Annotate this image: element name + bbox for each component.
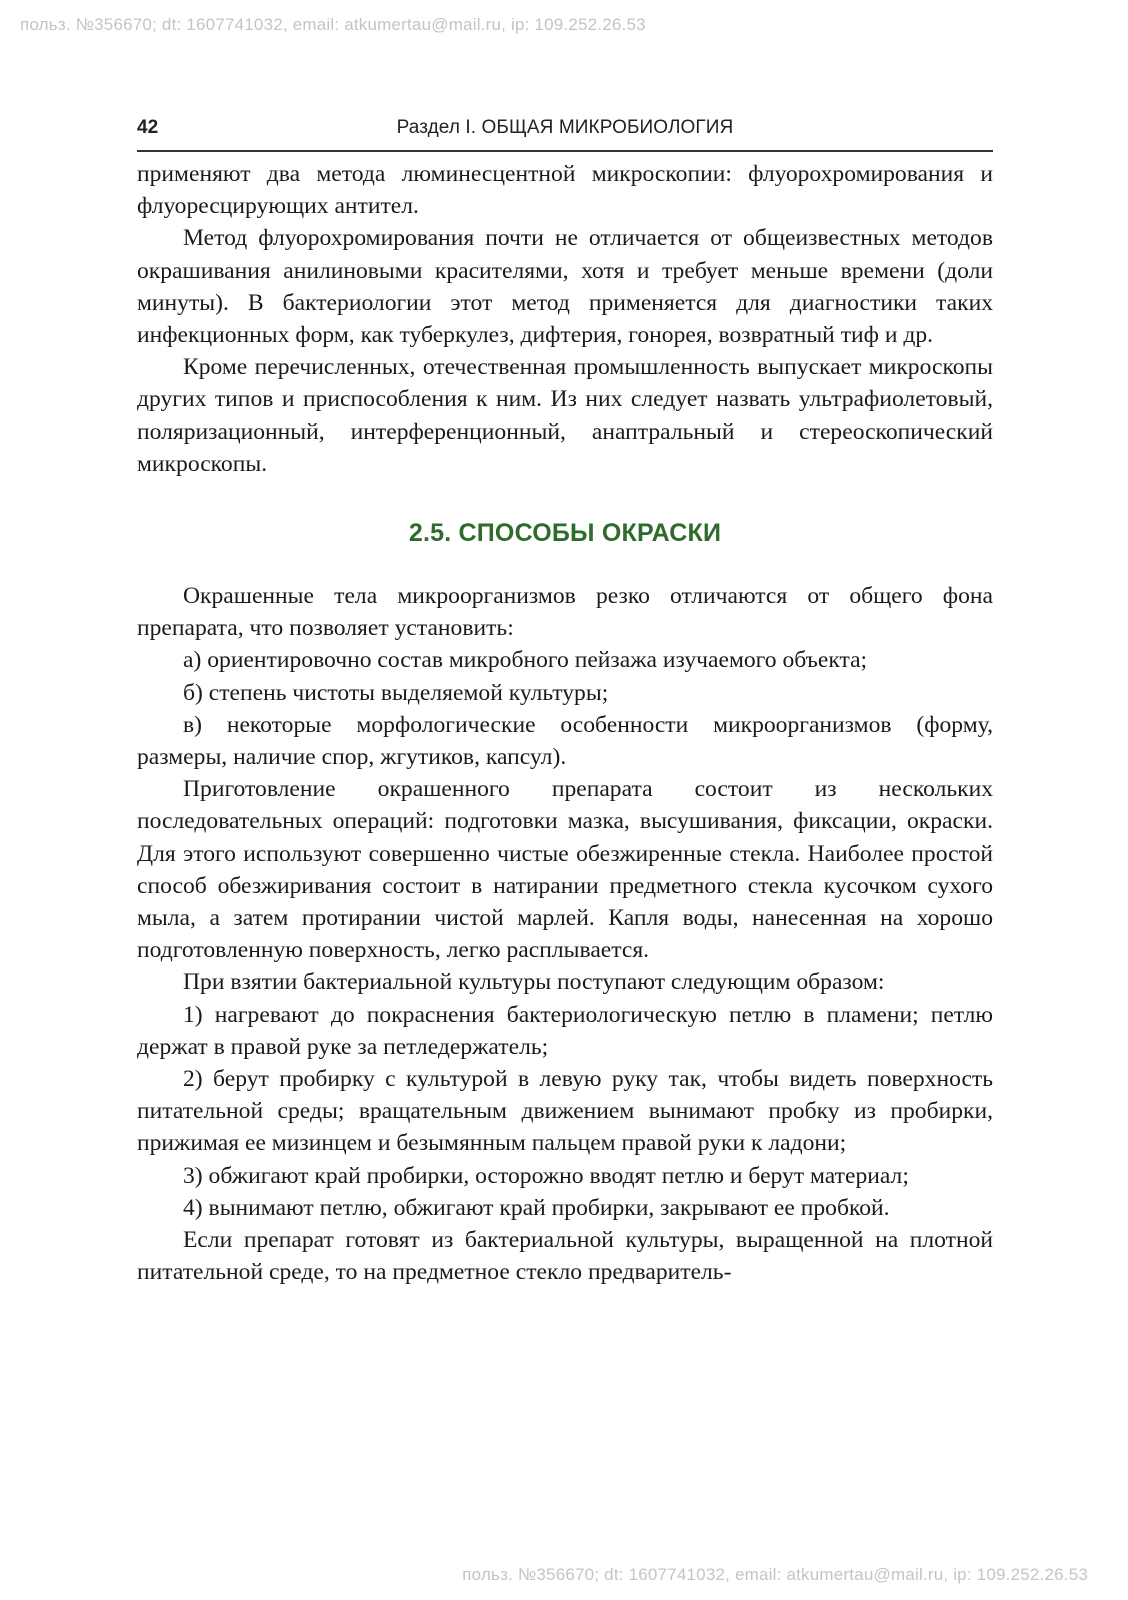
list-item: в) некоторые морфологические особенности микроорганизмов (форму, размеры, наличие спор, жгутиков, капсул). <box>137 711 993 771</box>
paragraph: Метод флуорохромирования почти не отличается от общеизвестных методов окрашивания анилиновыми красителями, хотя и требует меньше времени (доли минуты). В бактериологии этот метод применяется для диагностики таких инфекционных форм, как туберкулез, дифтерия, гонорея, возвратный тиф и др. <box>137 225 993 349</box>
paragraph: применяют два метода люминесцентной микроскопии: флуорохромирования и флуоресцирующих антител. <box>137 161 993 220</box>
watermark-top: польз. №356670; dt: 1607741032, email: atkumertau@mail.ru, ip: 109.252.26.53 <box>20 15 646 34</box>
page-number: 42 <box>137 117 159 138</box>
paragraph: Если препарат готовят из бактериальной культуры, выращенной на плотной питательной среде, то на предметное стекло предваритель- <box>137 1227 993 1286</box>
paragraph: При взятии бактериальной культуры поступают следующим образом: <box>183 969 885 996</box>
list-item: 4) вынимают петлю, обжигают край пробирки, закрывают ее пробкой. <box>183 1194 890 1221</box>
paragraph: Кроме перечисленных, отечественная промышленность выпускает микроскопы других типов и приспособления к ним. Из них следует назвать ультрафиолетовый, поляризационный, интерференционный, анаптральный и стереоскопический микроскопы. <box>137 354 993 477</box>
watermark-bottom: польз. №356670; dt: 1607741032, email: atkumertau@mail.ru, ip: 109.252.26.53 <box>462 1565 1088 1584</box>
running-section-title: Раздел I. ОБЩАЯ МИКРОБИОЛОГИЯ <box>396 117 734 138</box>
paragraph: Окрашенные тела микроорганизмов резко отличаются от общего фона препарата, что позволяет установить: <box>137 583 993 642</box>
list-item: 3) обжигают край пробирки, осторожно вводят петлю и берут материал; <box>183 1162 909 1189</box>
body-text <box>137 158 993 1289</box>
book-page <box>137 112 993 1289</box>
list-item: 1) нагревают до покраснения бактериологическую петлю в пламени; петлю держат в правой руке за петледержатель; <box>137 1001 993 1060</box>
paragraph: Приготовление окрашенного препарата состоит из нескольких последовательных операций: подготовки мазка, высушивания, фиксации, окраски. Для этого используют совершенно чистые обезжиренные стекла. Наиболее простой способ обезжиривания состоит в натирании предметного стекла кусочком сухого мыла, а затем протирании чистой марлей. Капля воды, нанесенная на хорошо подготовленную поверхность, легко расплывается. <box>137 776 993 964</box>
running-header <box>137 112 993 152</box>
list-item: 2) берут пробирку с культурой в левую руку так, чтобы видеть поверхность питательной среды; вращательным движением вынимают пробку из пробирки, прижимая ее мизинцем и безымянным пальцем правой руки к ладони; <box>137 1066 993 1157</box>
section-heading: 2.5. СПОСОБЫ ОКРАСКИ <box>408 519 722 548</box>
list-item: а) ориентировочно состав микробного пейзажа изучаемого объекта; <box>183 647 868 674</box>
list-item: б) степень чистоты выделяемой культуры; <box>183 679 609 706</box>
